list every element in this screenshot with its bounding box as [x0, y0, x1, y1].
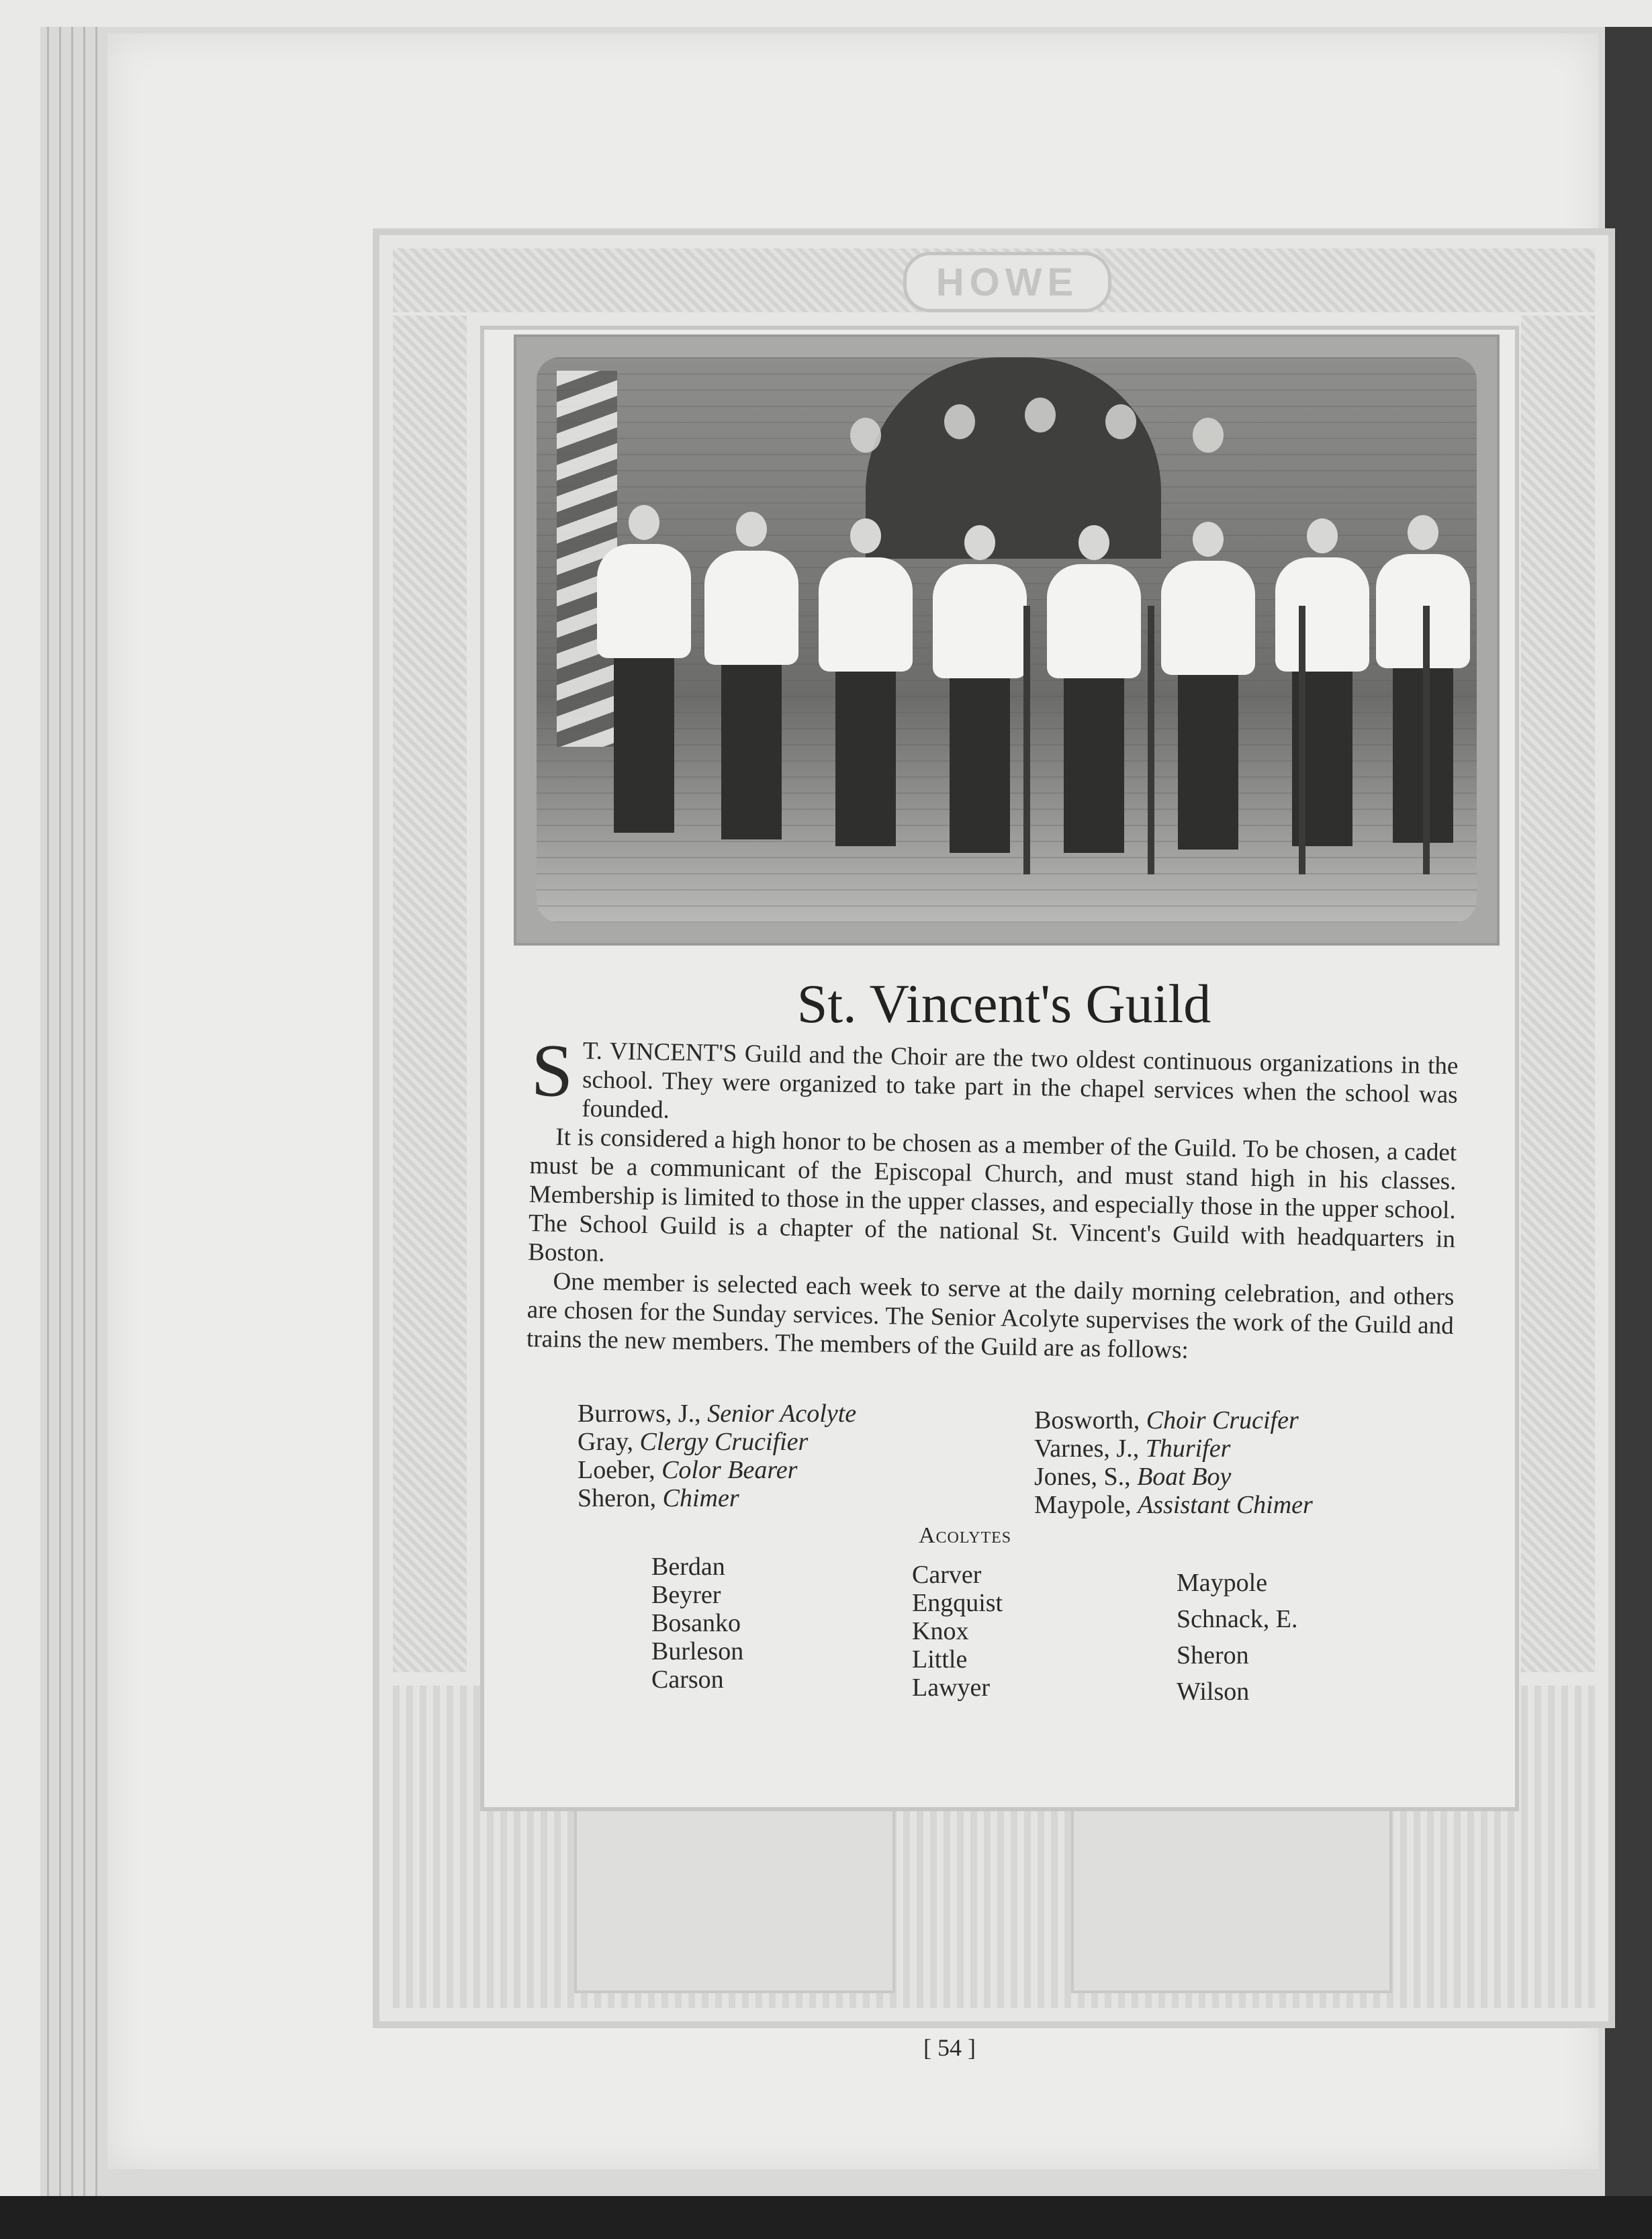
border-left-ornament	[393, 316, 467, 1672]
officer-entry: Bosworth, Choir Crucifer	[1034, 1406, 1299, 1434]
article-body	[526, 1029, 1459, 1369]
acolyte-name: Knox	[912, 1617, 969, 1645]
acolyte-name: Schnack, E.	[1177, 1605, 1298, 1633]
acolyte-name: Little	[912, 1645, 968, 1674]
acolyte-name: Maypole	[1177, 1569, 1268, 1597]
acolyte-name: Bosanko	[651, 1609, 741, 1637]
officers-right	[1034, 1406, 1313, 1519]
yearbook-page	[107, 34, 1598, 2169]
building-vignette	[1071, 1793, 1392, 1993]
acolyte-name: Carver	[912, 1561, 982, 1589]
border-right-ornament	[1521, 316, 1595, 1672]
acolytes-column-1	[651, 1553, 743, 1694]
article-title: St. Vincent's Guild	[796, 973, 1211, 1034]
acolyte-name: Wilson	[1177, 1678, 1250, 1706]
howe-banner: HOWE	[903, 252, 1111, 312]
acolytes-column-3	[1177, 1565, 1297, 1710]
acolyte-name: Sheron	[1177, 1641, 1249, 1670]
acolytes-heading: Acolytes	[919, 1523, 1012, 1548]
officers-left	[578, 1400, 856, 1512]
officer-entry: Burrows, J., Senior Acolyte	[578, 1400, 857, 1428]
officer-entry: Loeber, Color Bearer	[578, 1456, 798, 1484]
officer-entry: Gray, Clergy Crucifier	[578, 1428, 809, 1456]
photo-mat	[514, 334, 1500, 946]
cannon-vignette	[574, 1793, 895, 1993]
acolyte-name: Engquist	[912, 1589, 1003, 1617]
officer-entry: Jones, S., Boat Boy	[1034, 1463, 1232, 1491]
guild-group-photo	[537, 357, 1477, 923]
paragraph-2: It is considered a high honor to be chosen as a member of the Guild. To be chosen, a cadet must be a communicant of the Episcopal Church, and must stand high in his classes. Membership is limited to those in the upper classes, and especially those in the upper school. The School Guild is a chapter of the national St. Vincent's Guild with headquarters in Boston.	[528, 1123, 1457, 1267]
page-number: [ 54 ]	[923, 2034, 976, 2061]
acolyte-name: Carson	[651, 1665, 724, 1694]
acolyte-name: Burleson	[651, 1637, 744, 1665]
acolyte-name: Beyrer	[651, 1581, 721, 1609]
acolyte-name: Berdan	[651, 1553, 725, 1581]
scanner-edge-bottom	[0, 2196, 1652, 2239]
paragraph-3: One member is selected each week to serve at the daily morning celebration, and others are chosen for the Sunday services. The Senior Acolyte supervises the work of the Guild and trains the new members. The members of the Guild are as follows:	[526, 1267, 1455, 1365]
officer-entry: Sheron, Chimer	[578, 1484, 739, 1512]
officer-entry: Maypole, Assistant Chimer	[1034, 1491, 1313, 1519]
acolyte-name: Lawyer	[912, 1674, 991, 1702]
officer-entry: Varnes, J., Thurifer	[1034, 1434, 1231, 1463]
paragraph-1: S T. VINCENT'S Guild and the Choir are the two oldest continuous organizations in the school. They were organized to take part in the chapel services when the school was founded.	[531, 1029, 1459, 1124]
acolytes-column-2	[912, 1561, 1003, 1702]
drop-cap: S	[531, 1029, 574, 1113]
